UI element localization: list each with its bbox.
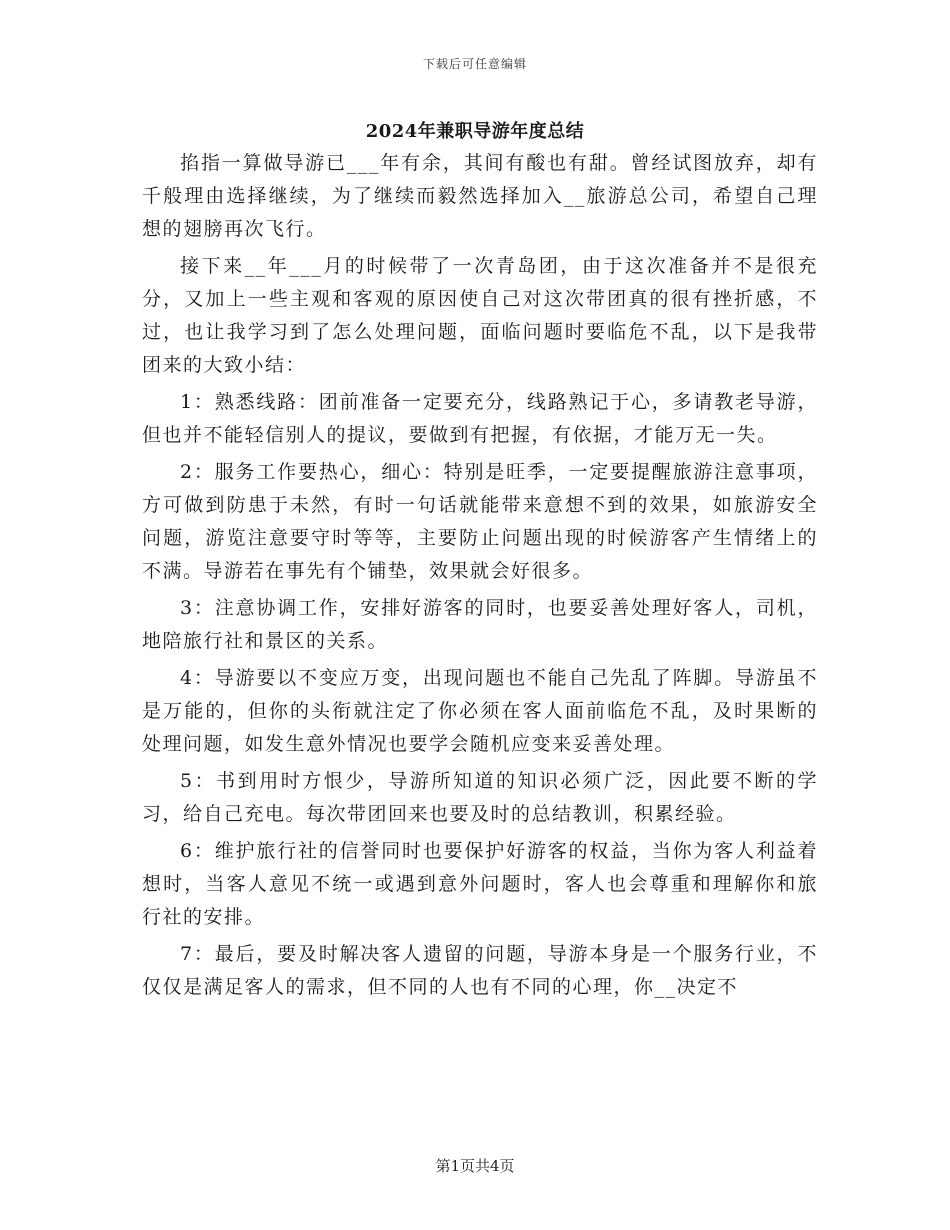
paragraph-point-3: 3：注意协调工作，安排好游客的同时，也要妥善处理好客人，司机，地陪旅行社和景区的关系。 (142, 597, 818, 652)
paragraph-qingdao-tour: 接下来__年___月的时候带了一次青岛团，由于这次准备并不是很充分，又加上一些主观和客观的原因使自己对这次带团真的很有挫折感，不过，也让我学习到了怎么处理问题，面临问题时要临危不乱，以下是我带团来的大致小结： (142, 255, 818, 376)
paragraph-point-4: 4：导游要以不变应万变，出现问题也不能自己先乱了阵脚。导游虽不是万能的，但你的头衔就注定了你必须在客人面前临危不乱，及时果断的处理问题，如发生意外情况也要学会随机应变来妥善处理。 (142, 667, 818, 755)
header-note: 下载后可任意编辑 (422, 57, 527, 71)
paragraph-point-7: 7：最后，要及时解决客人遗留的问题，导游本身是一个服务行业，不仅仅是满足客人的需求，但不同的人也有不同的心理，你__决定不 (142, 943, 818, 998)
paragraph-point-2: 2：服务工作要热心，细心：特别是旺季，一定要提醒旅游注意事项，方可做到防患于未然，有时一句话就能带来意想不到的效果，如旅游安全问题，游览注意要守时等等，主要防止问题出现的时候游客产生情绪上的不满。导游若在事先有个铺垫，效果就会好很多。 (142, 461, 818, 582)
document-body (142, 147, 818, 1008)
paragraph-intro: 掐指一算做导游已___年有余，其间有酸也有甜。曾经试图放弃，却有千般理由选择继续，为了继续而毅然选择加入__旅游总公司，希望自己理想的翅膀再次飞行。 (142, 152, 818, 240)
document-title: 2024年兼职导游年度总结 (365, 121, 585, 142)
paragraph-point-5: 5：书到用时方恨少，导游所知道的知识必须广泛，因此要不断的学习，给自己充电。每次带团回来也要及时的总结教训，积累经验。 (142, 770, 818, 825)
page-footer: 第1页共4页 (435, 1157, 515, 1175)
paragraph-point-1: 1：熟悉线路：团前准备一定要充分，线路熟记于心，多请教老导游，但也并不能轻信别人的提议，要做到有把握，有依据，才能万无一失。 (142, 391, 818, 446)
paragraph-point-6: 6：维护旅行社的信誉同时也要保护好游客的权益，当你为客人利益着想时，当客人意见不统一或遇到意外问题时，客人也会尊重和理解你和旅行社的安排。 (142, 840, 818, 928)
